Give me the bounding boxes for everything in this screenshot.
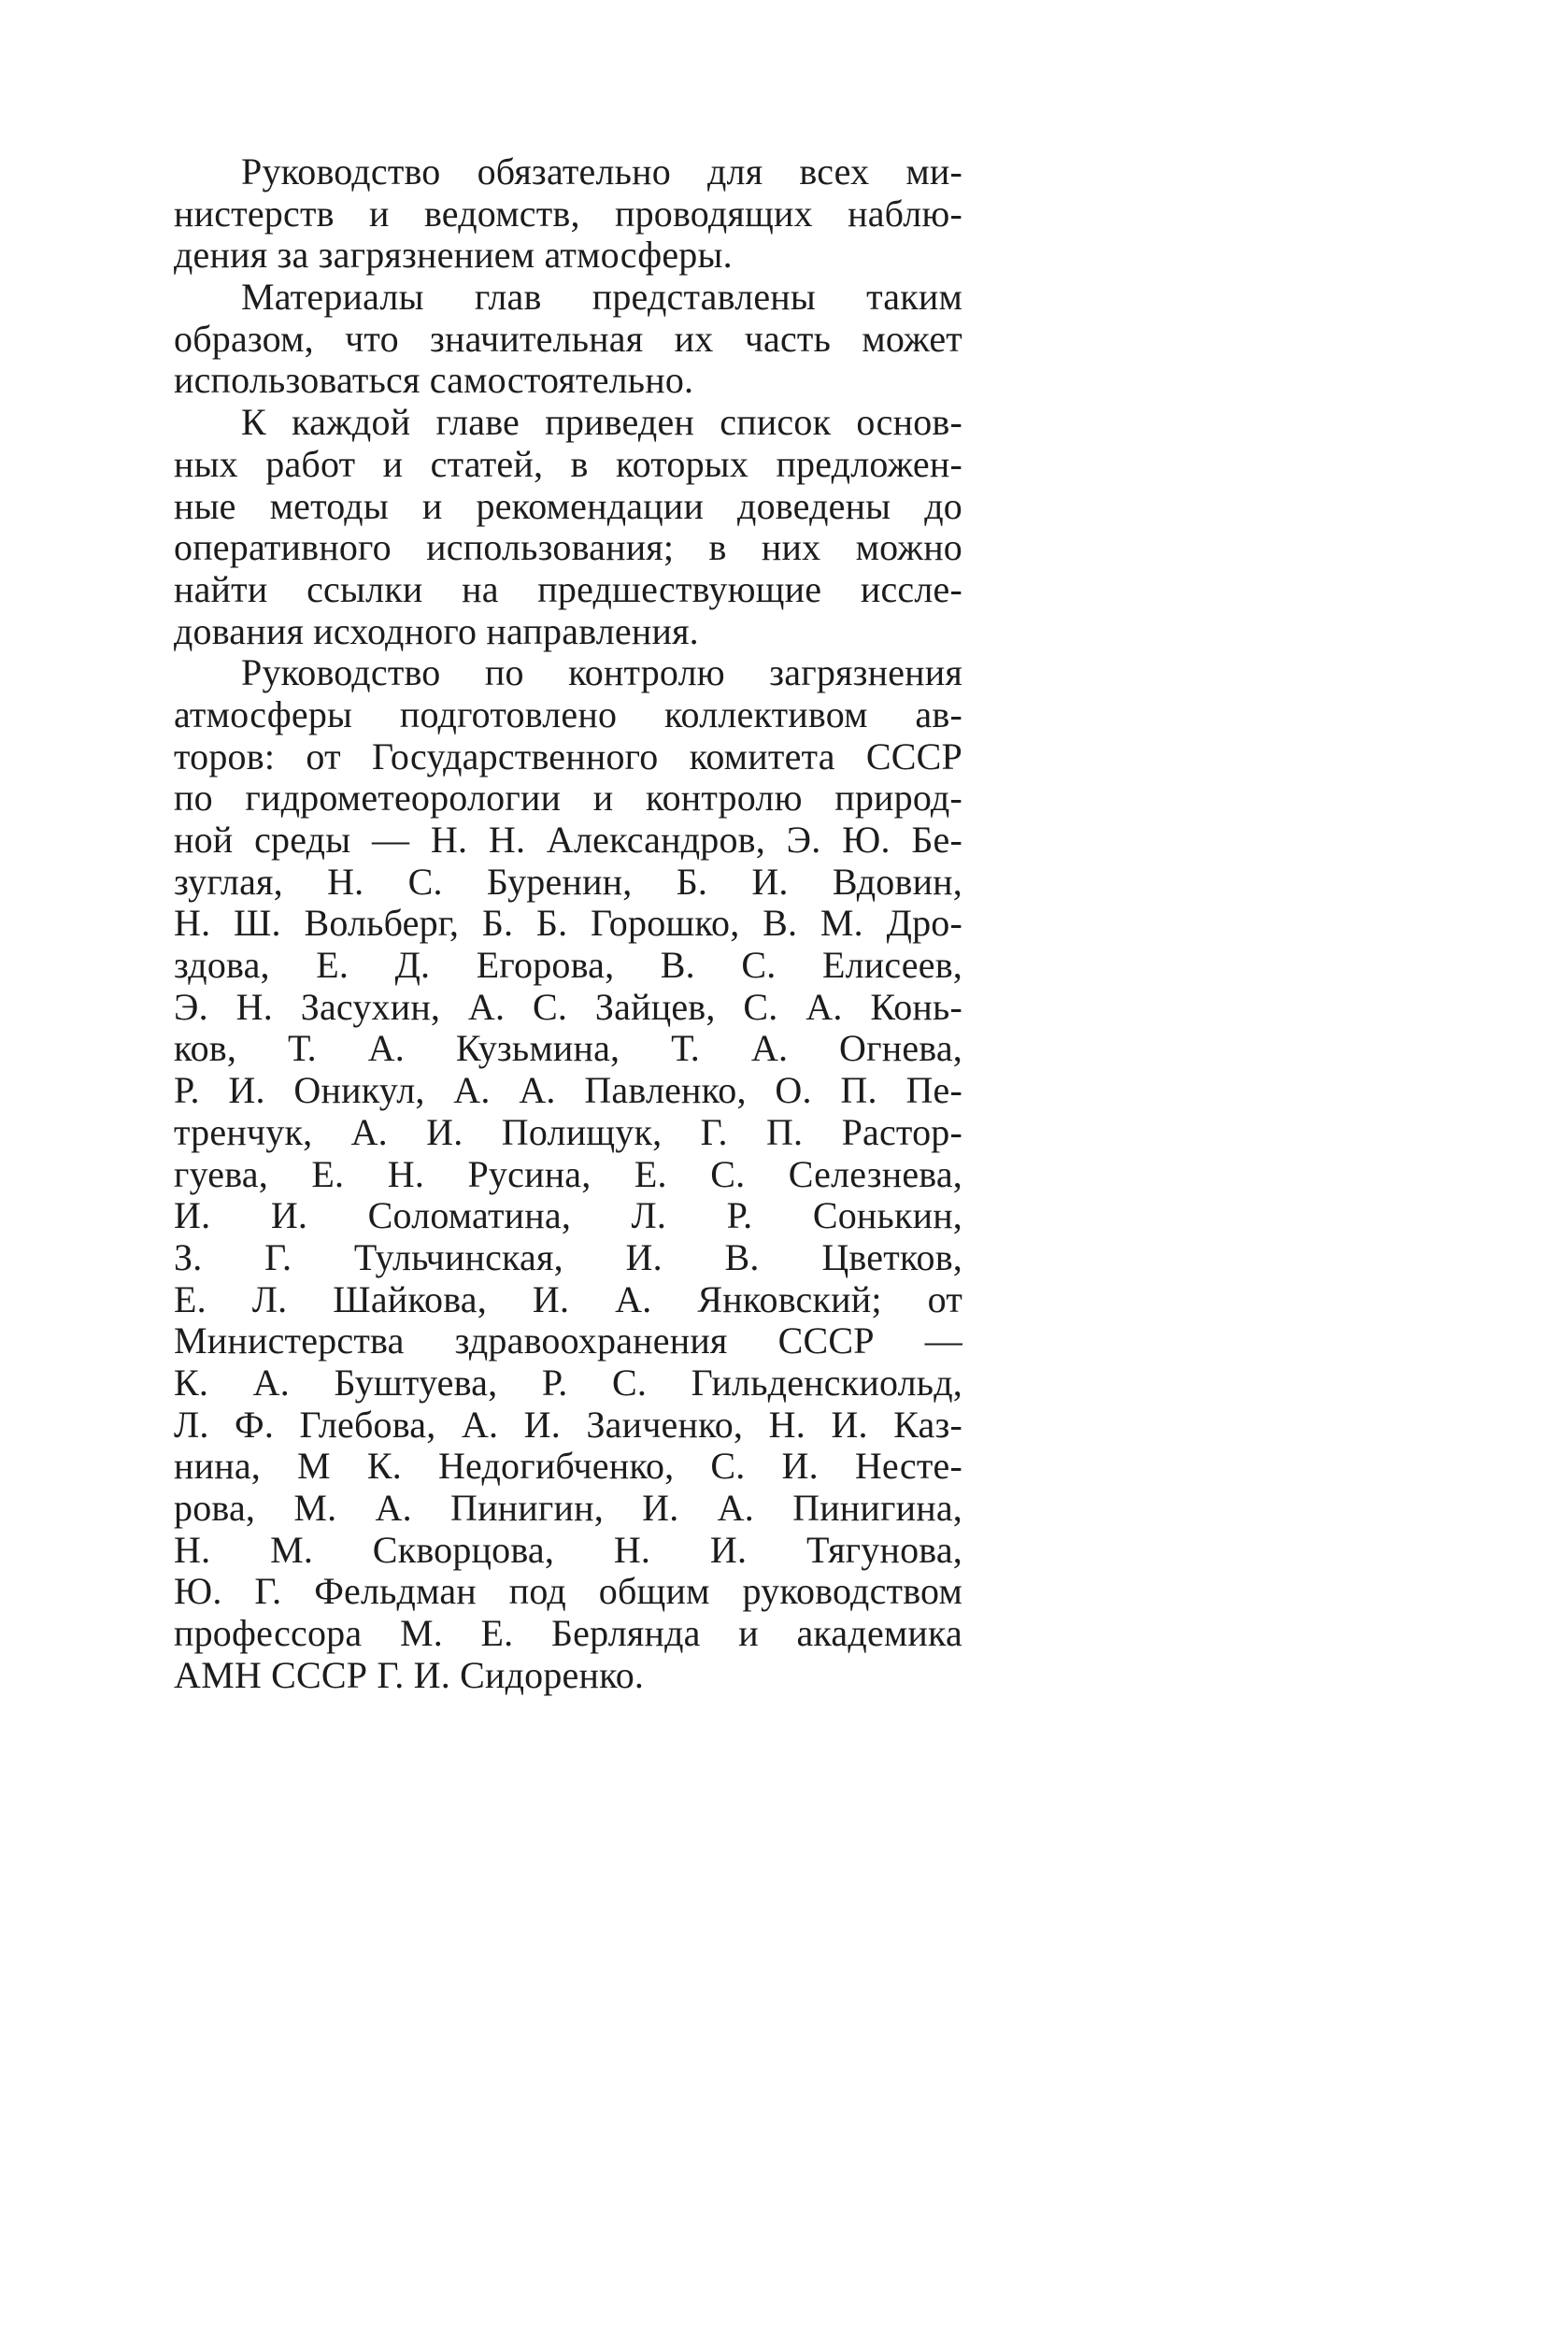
text-line: использоваться самостоятельно. bbox=[174, 359, 694, 402]
paragraph-authors bbox=[174, 652, 962, 1696]
text-line: Н. М. Скворцова, Н. И. Тягунова, bbox=[174, 1529, 962, 1571]
text-line: Руководство по контролю загрязнения bbox=[241, 652, 962, 694]
text-line: Ю. Г. Фельдман под общим руководством bbox=[174, 1571, 962, 1613]
paragraph-materials bbox=[174, 277, 962, 402]
text-line: Е. Л. Шайкова, И. А. Янковский; от bbox=[174, 1278, 962, 1320]
text-line: зуглая, Н. С. Буренин, Б. И. Вдовин, bbox=[174, 861, 962, 903]
text-line: К. А. Буштуева, Р. С. Гильденскиольд, bbox=[174, 1362, 962, 1404]
text-line: ной среды — Н. Н. Александров, Э. Ю. Бе- bbox=[174, 820, 962, 861]
text-line: ков, Т. А. Кузьмина, Т. А. Огнева, bbox=[174, 1028, 962, 1070]
text-line: К каждой главе приведен список основ- bbox=[241, 402, 962, 444]
text-line: ных работ и статей, в которых предложен- bbox=[174, 443, 962, 485]
text-line: Л. Ф. Глебова, А. И. Заиченко, Н. И. Каз- bbox=[174, 1404, 962, 1446]
text-line: профессора М. Е. Берлянда и академика bbox=[174, 1613, 962, 1655]
text-line: Н. Ш. Вольберг, Б. Б. Горошко, В. М. Дро- bbox=[174, 903, 962, 945]
text-line: атмосферы подготовлено коллективом ав- bbox=[174, 693, 962, 735]
text-line: тренчук, А. И. Полищук, Г. П. Растор- bbox=[174, 1111, 962, 1153]
text-line: Министерства здравоохранения СССР — bbox=[174, 1320, 962, 1362]
text-line: Р. И. Оникул, А. А. Павленко, О. П. Пе- bbox=[174, 1070, 962, 1112]
text-line: оперативного использования; в них можно bbox=[174, 527, 962, 569]
text-line: образом, что значительная их часть может bbox=[174, 318, 962, 360]
text-line: З. Г. Тульчинская, И. В. Цветков, bbox=[174, 1236, 962, 1278]
text-line: Э. Н. Засухин, А. С. Зайцев, С. А. Конь- bbox=[174, 986, 962, 1028]
paragraph-references bbox=[174, 402, 962, 652]
text-line: торов: от Государственного комитета СССР bbox=[174, 735, 962, 777]
text-line: АМН СССР Г. И. Сидоренко. bbox=[174, 1653, 645, 1696]
text-line: дования исходного направления. bbox=[174, 609, 699, 652]
text-line: рова, М. А. Пинигин, И. А. Пинигина, bbox=[174, 1488, 962, 1529]
text-line: найти ссылки на предшествующие иссле- bbox=[174, 568, 962, 610]
text-line: нистерств и ведомств, проводящих наблю- bbox=[174, 193, 962, 235]
paragraph-scope bbox=[174, 151, 962, 277]
text-line: здова, Е. Д. Егорова, В. С. Елисеев, bbox=[174, 945, 962, 987]
text-line: дения за загрязнением атмосферы. bbox=[174, 234, 733, 277]
body-text bbox=[174, 151, 962, 1696]
text-line: ные методы и рекомендации доведены до bbox=[174, 485, 962, 527]
text-line: Материалы глав представлены таким bbox=[241, 277, 962, 319]
text-line: И. И. Соломатина, Л. Р. Сонькин, bbox=[174, 1195, 962, 1237]
text-line: гуева, Е. Н. Русина, Е. С. Селезнева, bbox=[174, 1153, 962, 1195]
text-line: по гидрометеорологии и контролю природ- bbox=[174, 777, 962, 820]
text-line: нина, М К. Недогибченко, С. И. Несте- bbox=[174, 1446, 962, 1488]
text-line: Руководство обязательно для всех ми- bbox=[241, 151, 962, 193]
